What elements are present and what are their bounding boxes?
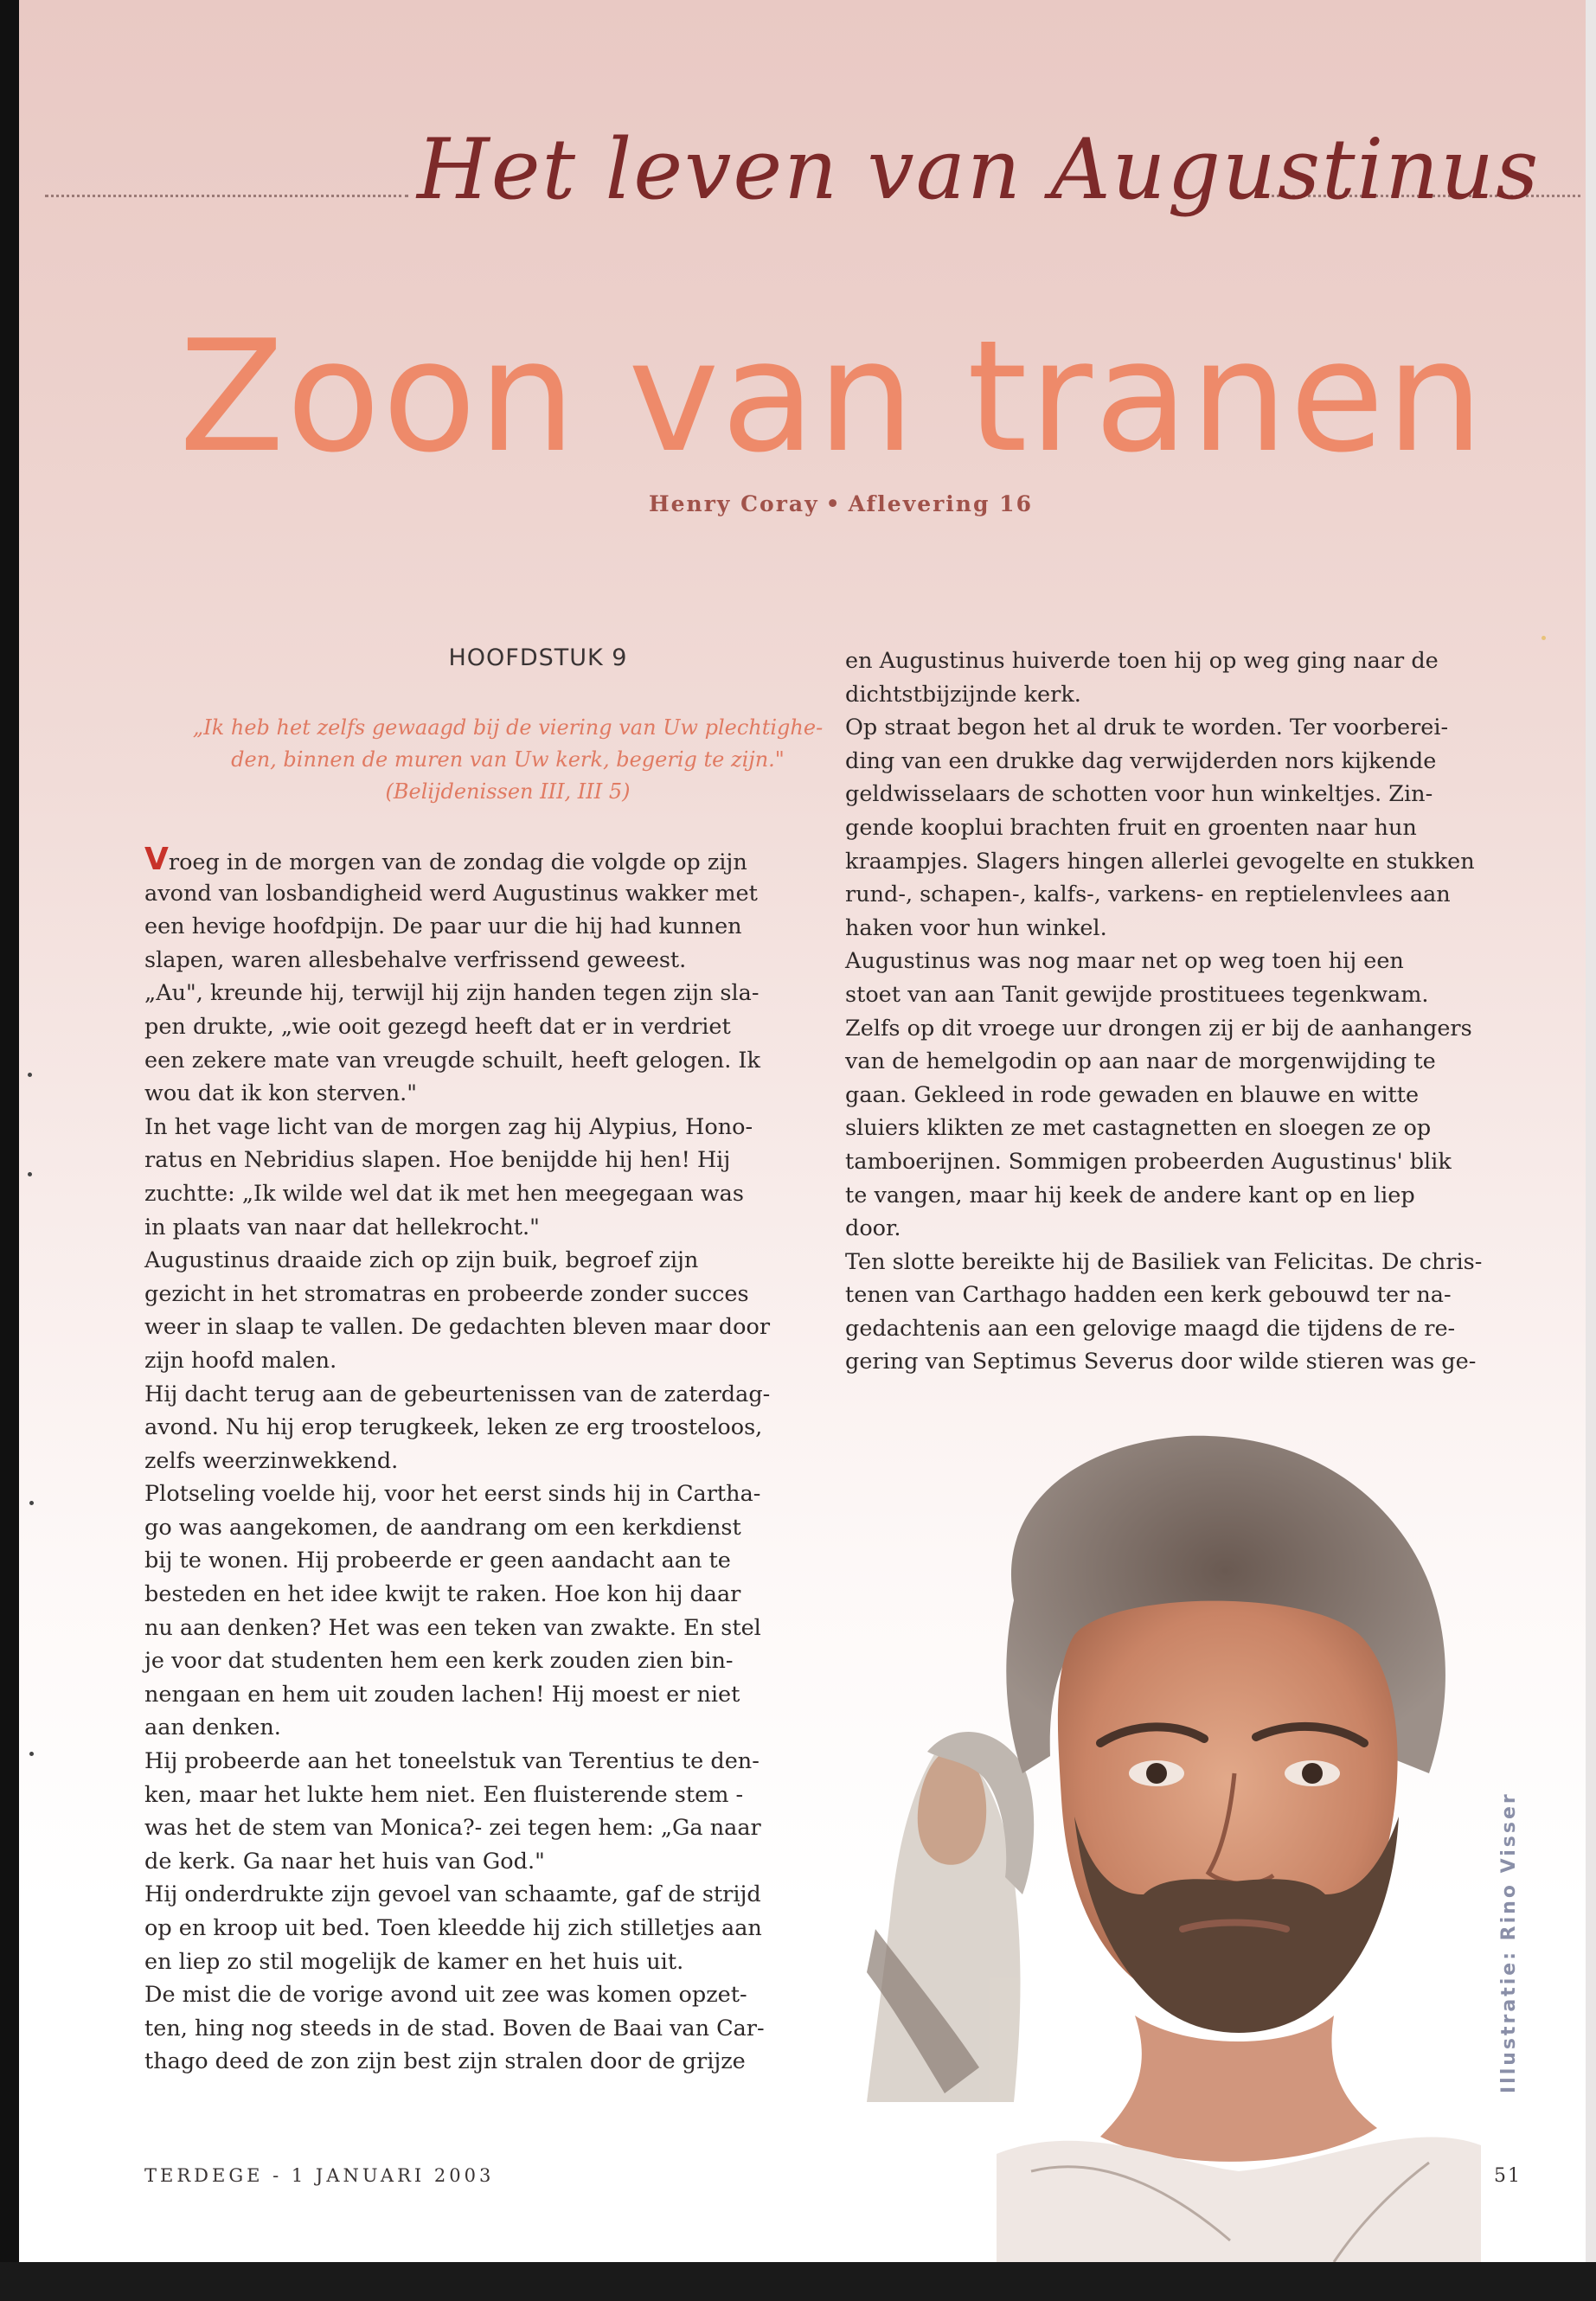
body-line: te vangen, maar hij keek de andere kant op en liep [845,1182,1415,1208]
drop-cap: V [144,842,169,877]
body-line: kraampjes. Slagers hingen allerlei gevogelte en stukken [845,848,1475,875]
epigraph-source: (Belijdenissen III, III 5) [385,779,631,804]
portrait-illustration [824,1410,1516,2262]
body-line: geldwisselaars de schotten voor hun winkeltjes. Zin- [845,781,1433,808]
body-line: Zelfs op dit vroege uur drongen zij er bij de aanhangers [845,1015,1472,1042]
article-title: Zoon van tranen [178,307,1486,486]
body-line: je voor dat studenten hem een kerk zouden zien bin- [144,1648,734,1675]
body-line: en Augustinus huiverde toen hij op weg ging naar de [845,648,1439,674]
body-line: en liep zo stil mogelijk de kamer en het huis uit. [144,1948,684,1975]
illustration-credit-text: Illustratie: Rino Visser [1498,1791,1520,2093]
body-line: tenen van Carthago hadden een kerk gebouwd ter na- [845,1282,1452,1309]
body-line: avond van losbandigheid werd Augustinus wakker met [144,880,758,907]
body-line-text: roeg in de morgen van de zondag die volgde op zijn [168,849,747,875]
body-line: Plotseling voelde hij, voor het eerst sinds hij in Cartha- [144,1481,761,1508]
margin-mark [29,1752,34,1756]
body-line: pen drukte, „wie ooit gezegd heeft dat er in verdriet [144,1013,731,1040]
byline-separator: • [825,491,842,516]
background-figure [867,1732,1034,2102]
body-line: gezicht in het stromatras en probeerde zonder succes [144,1280,749,1307]
scan-border-left [0,0,19,2301]
margin-mark [28,1172,32,1176]
body-line: zijn hoofd malen. [144,1347,337,1374]
body-line: door. [845,1215,901,1242]
epigraph [162,712,854,808]
body-line: Hij onderdrukte zijn gevoel van schaamte, gaf de strijd [144,1881,761,1908]
body-line: op en kroop uit bed. Toen kleedde hij zich stilletjes aan [144,1915,762,1941]
body-line: In het vage licht van de morgen zag hij Alypius, Hono- [144,1113,753,1140]
body-line: Augustinus was nog maar net op weg toen hij een [845,948,1404,975]
chapter-heading: HOOFDSTUK 9 [448,644,628,671]
body-line: een hevige hoofdpijn. De paar uur die hij had kunnen [144,913,742,940]
body-line: Hij dacht terug aan de gebeurtenissen van de zaterdag- [144,1381,771,1407]
episode: Aflevering 16 [848,491,1033,516]
body-line: go was aangekomen, de aandrang om een kerkdienst [144,1514,741,1541]
body-line [144,843,819,877]
body-line: bij te wonen. Hij probeerde er geen aandacht aan te [144,1548,731,1574]
body-column-left [144,843,819,2079]
body-line: weer in slaap te vallen. De gedachten bleven maar door [144,1314,771,1341]
byline [452,491,1230,516]
body-line: avond. Nu hij erop terugkeek, leken ze erg troosteloos, [144,1414,763,1441]
body-line: nu aan denken? Het was een teken van zwakte. En stel [144,1614,761,1641]
page-number: 51 [1494,2165,1522,2187]
body-line: ten, hing nog steeds in de stad. Boven de Baai van Car- [144,2015,765,2041]
body-line: in plaats van naar dat hellekrocht." [144,1214,540,1240]
body-line: dichtstbijzijnde kerk. [845,681,1081,708]
body-line: Hij probeerde aan het toneelstuk van Terentius te den- [144,1748,760,1775]
body-line: aan denken. [144,1715,281,1741]
body-line: een zekere mate van vreugde schuilt, heeft gelogen. Ik [144,1047,760,1074]
scan-border-bottom [0,2262,1596,2301]
body-line: zuchtte: „Ik wilde wel dat ik met hen meegegaan was [144,1180,744,1207]
body-line: tamboerijnen. Sommigen probeerden Augustinus' blik [845,1148,1452,1175]
margin-mark [28,1073,32,1077]
scan-border-right [1586,0,1596,2266]
body-line: haken voor hun winkel. [845,914,1107,941]
series-title: Het leven van Augustinus [417,121,1541,218]
body-line: rund-, schapen-, kalfs-, varkens- en reptielenvlees aan [845,881,1451,908]
margin-mark [29,1501,34,1505]
body-line: was het de stem van Monica?- zei tegen hem: „Ga naar [144,1815,761,1842]
body-line: slapen, waren allesbehalve verfrissend geweest. [144,946,687,973]
body-line: gedachtenis aan een gelovige maagd die tijdens de re- [845,1315,1456,1342]
body-line: ken, maar het lukte hem niet. Een fluisterende stem - [144,1781,744,1808]
body-line: de kerk. Ga naar het huis van God." [144,1848,545,1875]
body-line: wou dat ik kon sterven." [144,1080,418,1107]
author: Henry Coray [649,491,819,516]
body-line: sluiers klikten ze met castagnetten en sloegen ze op [845,1115,1432,1142]
footer-publication: TERDEGE - 1 JANUARI 2003 [144,2165,495,2186]
body-line: De mist die de vorige avond uit zee was komen opzet- [144,1982,747,2009]
body-line: van de hemelgodin op aan naar de morgenwijding te [845,1048,1436,1075]
body-line: gaan. Gekleed in rode gewaden en blauwe en witte [845,1081,1420,1108]
magazine-page [19,0,1586,2262]
header-dotted-rule-left [45,195,408,197]
body-line: ding van een drukke dag verwijderden nors kijkende [845,747,1437,774]
body-line: Ten slotte bereikte hij de Basiliek van Felicitas. De chris- [845,1248,1483,1275]
body-column-right [845,644,1537,1379]
epigraph-line: den, binnen de muren van Uw kerk, begerig te zijn." [231,747,785,772]
body-line: Op straat begon het al druk te worden. Ter voorberei- [845,715,1449,741]
body-line: zelfs weerzinwekkend. [144,1447,399,1474]
epigraph-line: „Ik heb het zelfs gewaagd bij de viering van Uw plechtighe- [192,715,824,740]
body-line: nengaan en hem uit zouden lachen! Hij moest er niet [144,1681,740,1708]
body-line: Augustinus draaide zich op zijn buik, begroef zijn [144,1247,699,1274]
body-line: besteden en het idee kwijt te raken. Hoe kon hij daar [144,1581,741,1608]
body-line: gering van Septimus Severus door wilde stieren was ge- [845,1349,1477,1375]
body-line: thago deed de zon zijn best zijn stralen door de grijze [144,2048,746,2075]
margin-mark [1542,636,1546,640]
body-line: ratus en Nebridius slapen. Hoe benijdde hij hen! Hij [144,1147,731,1174]
body-line: gende kooplui brachten fruit en groenten naar hun [845,814,1417,841]
body-line: „Au", kreunde hij, terwijl hij zijn handen tegen zijn sla- [144,980,760,1007]
body-line: stoet van aan Tanit gewijde prostituees tegenkwam. [845,981,1429,1008]
